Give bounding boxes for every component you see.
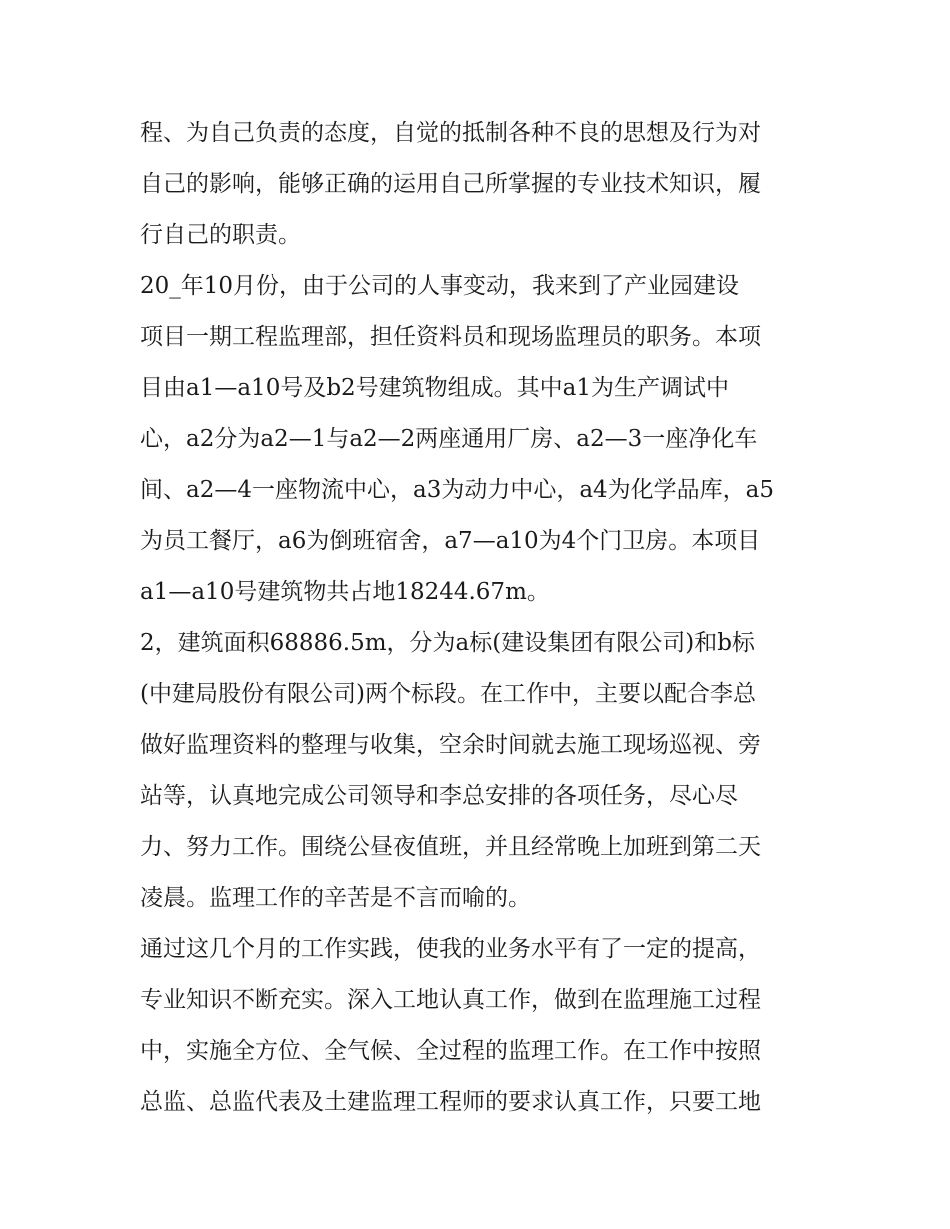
- text-line: a1—a10号建筑物共占地18244.67m。: [140, 579, 550, 605]
- text-line: 为员工餐厅，a6为倒班宿舍，a7—a10为4个门卫房。本项目: [140, 528, 761, 554]
- text-line: 站等，认真地完成公司领导和李总安排的各项任务，尽心尽: [140, 783, 738, 809]
- text-line: 中，实施全方位、全气候、全过程的监理工作。在工作中按照: [140, 1038, 761, 1064]
- text-line: 2，建筑面积68886.5m，分为a标(建设集团有限公司)和b标: [140, 630, 755, 656]
- text-line: (中建局股份有限公司)两个标段。在工作中，主要以配合李总: [140, 681, 756, 707]
- text-line: 间、a2—4一座物流中心，a3为动力中心，a4为化学品库，a5: [140, 477, 775, 503]
- text-line: 心，a2分为a2—1与a2—2两座通用厂房、a2—3一座净化车: [140, 426, 758, 452]
- text-line: 做好监理资料的整理与收集，空余时间就去施工现场巡视、旁: [140, 732, 761, 758]
- text-line: 总监、总监代表及土建监理工程师的要求认真工作，只要工地: [140, 1089, 761, 1115]
- text-line: 自己的影响，能够正确的运用自己所掌握的专业技术知识，履: [140, 171, 761, 197]
- text-line: 项目一期工程监理部，担任资料员和现场监理员的职务。本项: [140, 324, 761, 350]
- text-line: 行自己的职责。: [140, 222, 301, 248]
- text-line: 通过这几个月的工作实践，使我的业务水平有了一定的提高，: [140, 936, 761, 962]
- text-line: 凌晨。监理工作的辛苦是不言而喻的。: [140, 885, 531, 911]
- body-text: [140, 108, 820, 1128]
- text-line: 程、为自己负责的态度，自觉的抵制各种不良的思想及行为对: [140, 120, 761, 146]
- text-line: 20_年10月份，由于公司的人事变动，我来到了产业园建设: [140, 273, 740, 299]
- text-line: 力、努力工作。围绕公昼夜值班，并且经常晚上加班到第二天: [140, 834, 761, 860]
- text-line: 目由a1—a10号及b2号建筑物组成。其中a1为生产调试中: [140, 375, 730, 401]
- text-line: 专业知识不断充实。深入工地认真工作，做到在监理施工过程: [140, 987, 761, 1013]
